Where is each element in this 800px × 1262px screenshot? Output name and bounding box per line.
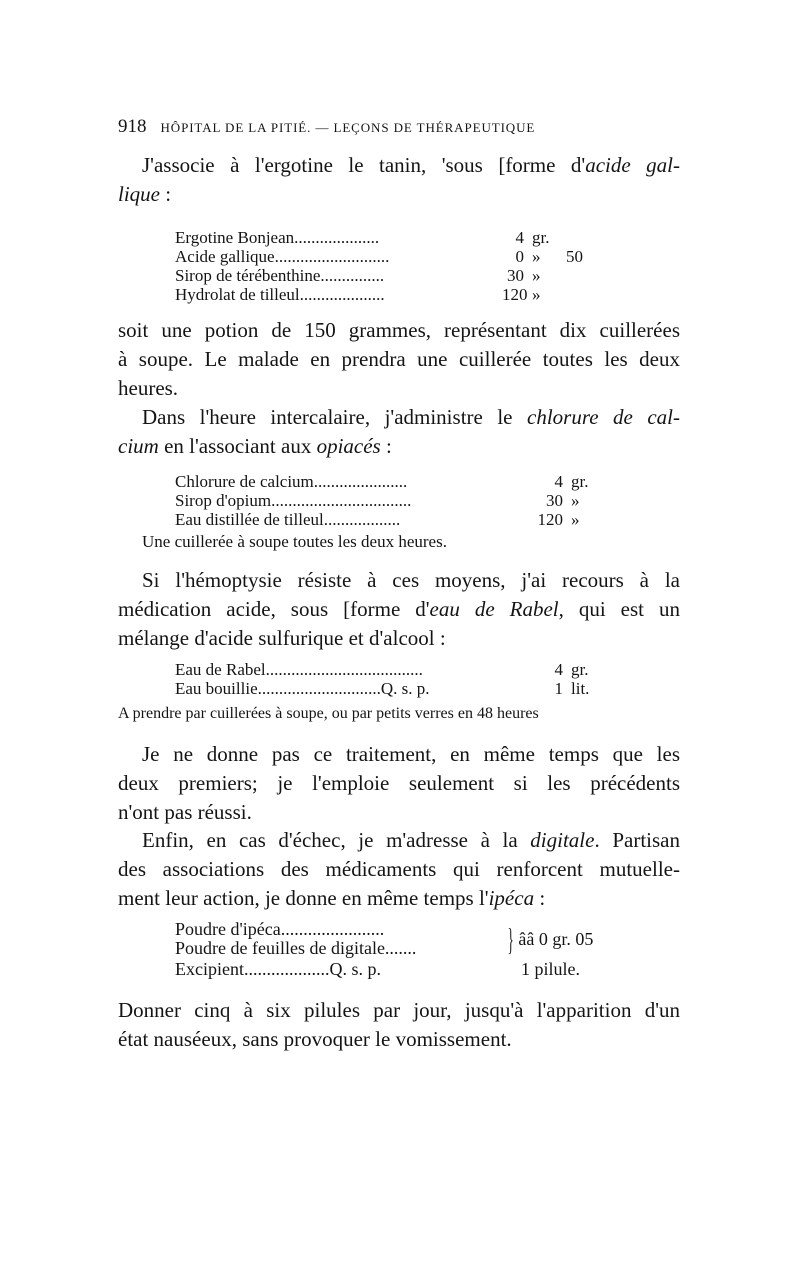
recipe-note: A prendre par cuillerées à soupe, ou par petits verres en 48 heures: [118, 705, 539, 722]
paragraph-digitale: [118, 826, 680, 913]
recipe-row: Sirop de térébenthine............... 30 »: [175, 266, 541, 285]
recipe-row: Hydrolat de tilleul.................... 120 »: [175, 285, 541, 304]
recipe-chlorure: [175, 472, 605, 529]
paragraph-chlorure: [118, 403, 680, 461]
paragraph-traitement: [118, 740, 680, 827]
recipe-pilules: [175, 920, 593, 979]
text-line: à soupe. Le malade en prendra une cuillerée toutes les deux: [118, 347, 680, 371]
text-line: état nauséeux, sans provoquer le vomissement.: [118, 1027, 512, 1051]
brace-symbol: }: [507, 921, 514, 957]
running-header: [118, 116, 680, 138]
paragraph-potion: [118, 316, 680, 403]
running-title: HÔPITAL DE LA PITIÉ. — LEÇONS DE THÉRAPEUTIQUE: [160, 120, 536, 135]
text-line: cium en l'associant aux opiacés :: [118, 434, 392, 458]
text-line: Si l'hémoptysie résiste à ces moyens, j'ai recours à la: [142, 568, 680, 592]
paragraph-rabel: [118, 566, 680, 653]
recipe-ergotine: [175, 228, 596, 304]
recipe-row: Eau de Rabel..................................... 4 gr.: [175, 660, 589, 679]
recipe-row: Excipient...................Q. s. p. 1 pilule.: [175, 959, 580, 979]
paragraph-conclusion: [118, 996, 680, 1054]
text-line: deux premiers; je l'emploie seulement si les précédents: [118, 771, 680, 795]
text-line: n'ont pas réussi.: [118, 800, 252, 824]
text-line: lique :: [118, 182, 172, 206]
text-line: Je ne donne pas ce traitement, en même temps que les: [142, 742, 680, 766]
recipe-row: Eau distillée de tilleul.................. 120 »: [175, 510, 580, 529]
recipe-row: Poudre d'ipéca.......................: [175, 919, 385, 939]
brace-group: [175, 920, 593, 958]
recipe-row: Sirop d'opium................................. 30 »: [175, 491, 580, 510]
recipe-rabel: [175, 660, 605, 698]
text-line: mélange d'acide sulfurique et d'alcool :: [118, 626, 446, 650]
page-number: 918: [118, 116, 147, 137]
text-line: Donner cinq à six pilules par jour, jusqu'à l'apparition d'un: [118, 998, 680, 1022]
text-line: Dans l'heure intercalaire, j'administre le chlorure de cal-: [142, 405, 681, 429]
paragraph-ergotine: [118, 151, 680, 209]
recipe-row: Eau bouillie.............................Q. s. p. 1 lit.: [175, 679, 590, 698]
text-line: soit une potion de 150 grammes, représentant dix cuillerées: [118, 318, 680, 342]
text-line: médication acide, sous [forme d'eau de Rabel, qui est un: [118, 597, 680, 621]
recipe-row: Chlorure de calcium...................... 4 gr.: [175, 472, 589, 491]
recipe-note: Une cuillerée à soupe toutes les deux heures.: [142, 532, 447, 551]
recipe-row: Acide gallique........................... 0 » 50: [175, 247, 583, 266]
text-line: ment leur action, je donne en même temps l'ipéca :: [118, 886, 546, 910]
text-line: J'associe à l'ergotine le tanin, 'sous [forme d'acide gal-: [142, 153, 680, 177]
text-line: des associations des médicaments qui renforcent mutuelle-: [118, 857, 680, 881]
recipe-quantity: ââ 0 gr. 05: [518, 928, 594, 949]
text-line: heures.: [118, 376, 179, 400]
recipe-row: Poudre de feuilles de digitale.......: [175, 938, 417, 958]
recipe-row: Ergotine Bonjean.................... 4 gr.: [175, 228, 550, 247]
text-line: Enfin, en cas d'échec, je m'adresse à la digitale. Partisan: [142, 828, 680, 852]
